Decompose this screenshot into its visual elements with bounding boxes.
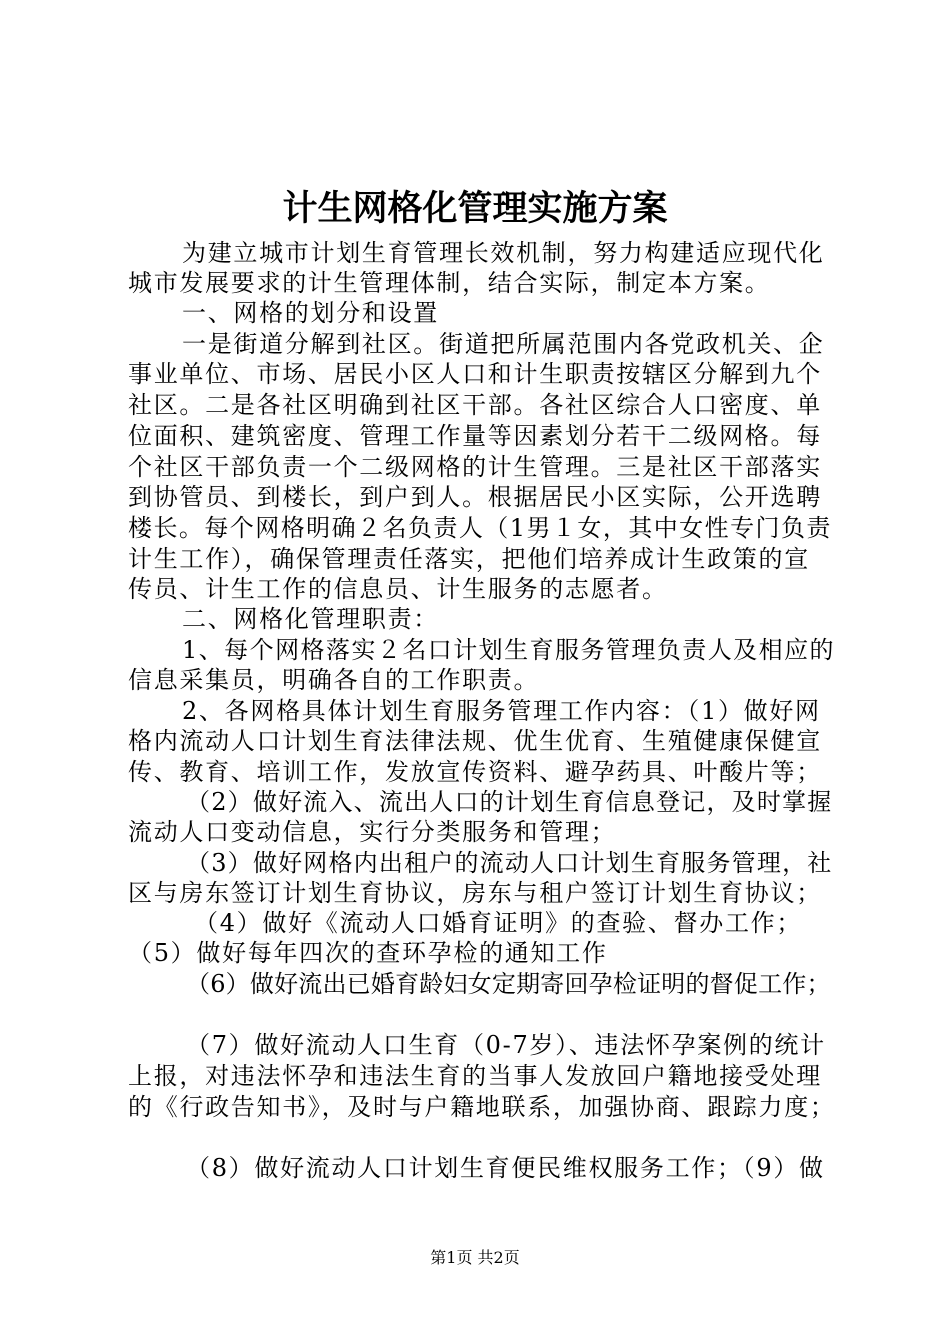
paragraph-line: 楼长。每个网格明确２名负责人（1男１女，其中女性专门负责 xyxy=(128,514,832,542)
paragraph-line: 1、每个网格落实２名口计划生育服务管理负责人及相应的 xyxy=(182,636,835,664)
paragraph-line: 位面积、建筑密度、管理工作量等因素划分若干二级网格。每 xyxy=(128,422,822,450)
paragraph-line: 一是街道分解到社区。街道把所属范围内各党政机关、企 xyxy=(182,330,825,358)
paragraph-line: 为建立城市计划生育管理长效机制，努力构建适应现代化 xyxy=(182,239,825,267)
paragraph-line: （8）做好流动人口计划生育便民维权服务工作；（9）做 xyxy=(186,1154,825,1182)
paragraph-line: 2、各网格具体计划生育服务管理工作内容：（1）做好网 xyxy=(182,697,821,725)
section-heading: 一、网格的划分和设置 xyxy=(182,299,439,327)
paragraph-line: 计生工作），确保管理责任落实，把他们培养成计生政策的宣 xyxy=(128,545,810,573)
section-heading: 二、网格化管理职责： xyxy=(182,605,439,633)
paragraph-line: 到协管员、到楼长，到户到人。根据居民小区实际，公开选聘 xyxy=(128,483,822,511)
paragraph-line: 区与房东签订计划生育协议，房东与租户签订计划生育协议； xyxy=(128,879,822,907)
paragraph-line: 流动人口变动信息，实行分类服务和管理； xyxy=(128,818,617,846)
page-footer: 第1页 共2页 xyxy=(430,1248,520,1267)
paragraph-line: （5）做好每年四次的查环孕检的通知工作 xyxy=(128,939,608,967)
paragraph-line: 城市发展要求的计生管理体制，结合实际，制定本方案。 xyxy=(128,269,771,297)
paragraph-line: （6）做好流出已婚育龄妇女定期寄回孕检证明的督促工作； xyxy=(186,970,831,998)
paragraph-line: 个社区干部负责一个二级网格的计生管理。三是社区干部落实 xyxy=(128,453,822,481)
paragraph-line: 社区。二是各社区明确到社区干部。各社区综合人口密度、单 xyxy=(128,391,822,419)
paragraph-line: 事业单位、市场、居民小区人口和计生职责按辖区分解到九个 xyxy=(128,360,822,388)
paragraph-line: （3）做好网格内出租户的流动人口计划生育服务管理，社 xyxy=(186,849,833,877)
paragraph-line: （2）做好流入、流出人口的计划生育信息登记，及时掌握 xyxy=(186,788,833,816)
paragraph-line: 传员、计生工作的信息员、计生服务的志愿者。 xyxy=(128,575,668,603)
paragraph-line: 传、教育、培训工作，发放宣传资料、避孕药具、叶酸片等； xyxy=(128,758,822,786)
paragraph-line: 的《行政告知书》，及时与户籍地联系，加强协商、跟踪力度； xyxy=(128,1093,836,1121)
paragraph-line: 信息采集员，明确各自的工作职责。 xyxy=(128,666,540,694)
paragraph-line: 上报，对违法怀孕和违法生育的当事人发放回户籍地接受处理 xyxy=(128,1062,822,1090)
paragraph-line: （7）做好流动人口生育（0-7岁）、违法怀孕案例的统计 xyxy=(186,1031,826,1059)
paragraph-line: （4）做好《流动人口婚育证明》的查验、督办工作； xyxy=(194,909,803,937)
document-title: 计生网格化管理实施方案 xyxy=(282,188,668,229)
paragraph-line: 格内流动人口计划生育法律法规、优生优育、生殖健康保健宣 xyxy=(128,727,822,755)
